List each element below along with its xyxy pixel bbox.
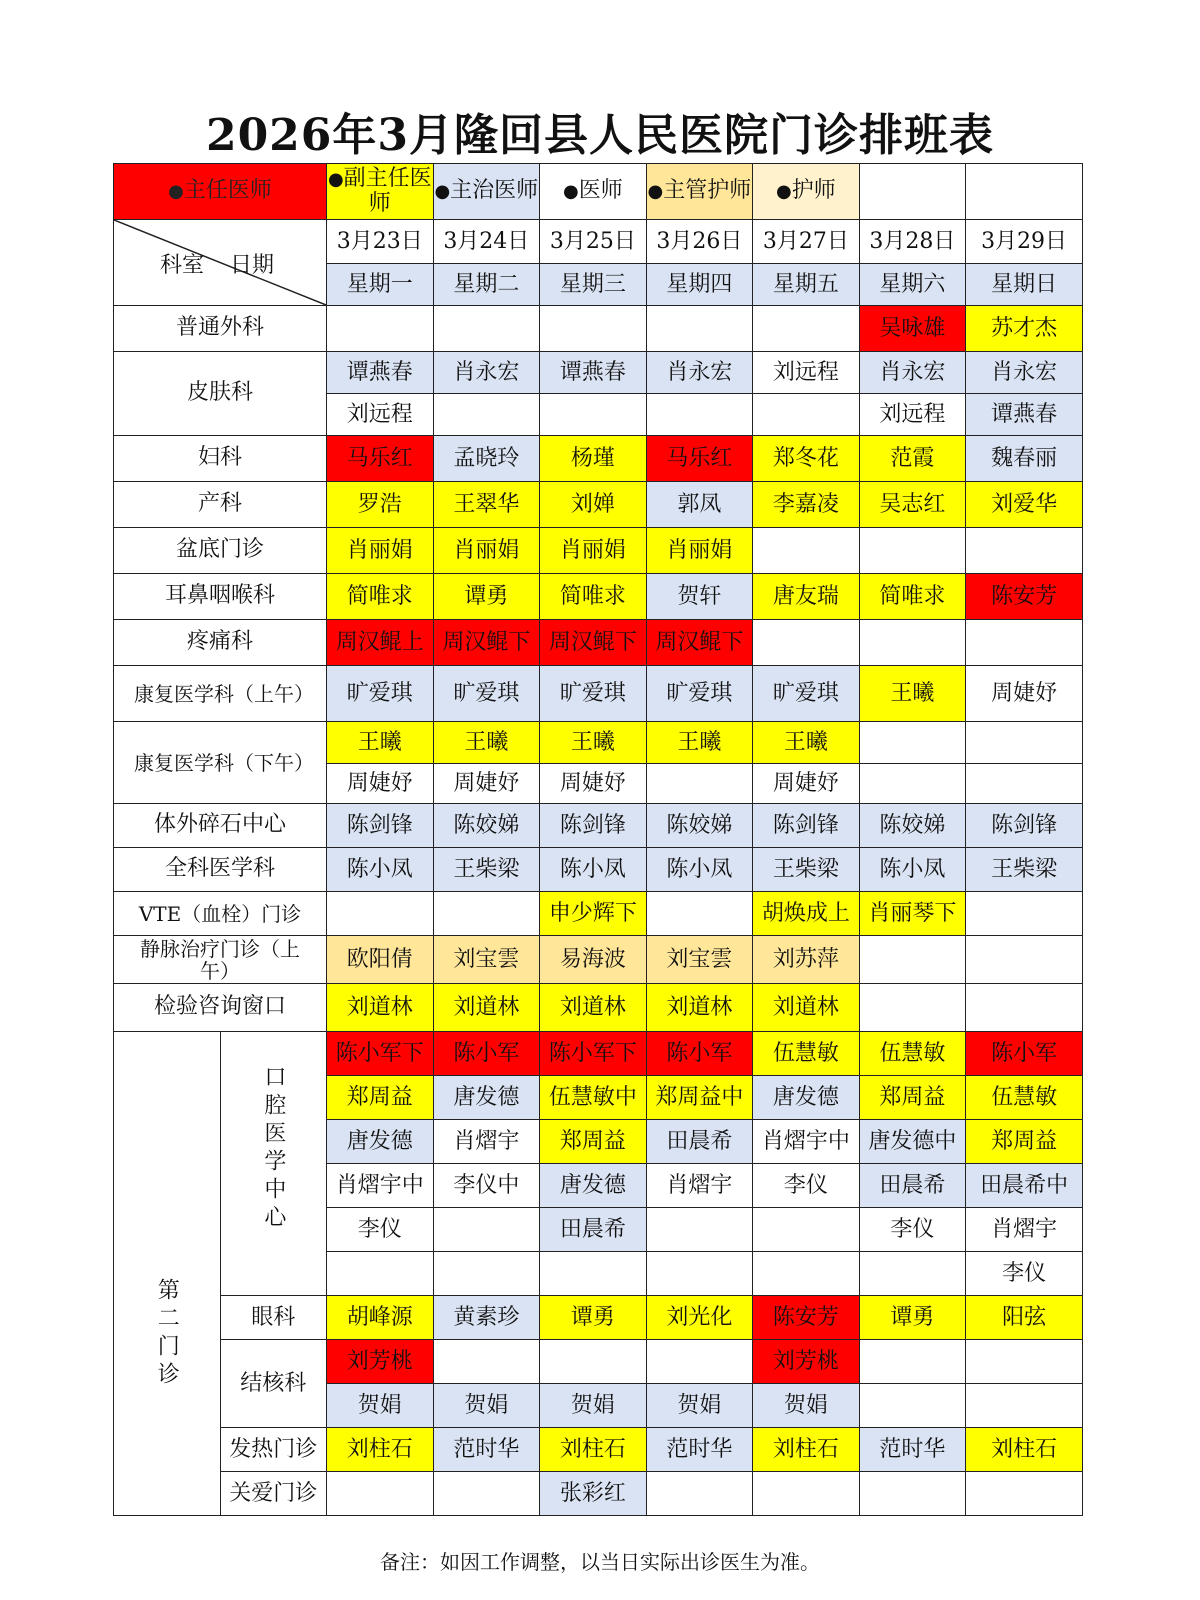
schedule-cell: 谭勇	[859, 1296, 966, 1340]
schedule-cell	[859, 984, 966, 1032]
schedule-cell: 陈小军下	[540, 1032, 647, 1076]
legend-label: 主治医师	[450, 178, 539, 204]
schedule-cell: 周汉鲲下	[646, 620, 753, 666]
schedule-cell: 贺娟	[540, 1384, 647, 1428]
schedule-cell: 陈小凤	[540, 848, 647, 892]
schedule-cell	[646, 306, 753, 352]
legend-dot-icon: ●	[327, 169, 344, 191]
schedule-cell	[966, 764, 1083, 804]
schedule-cell: 杨瑾	[540, 436, 647, 482]
schedule-cell: 申少辉下	[540, 892, 647, 936]
schedule-cell	[327, 306, 434, 352]
schedule-cell	[966, 620, 1083, 666]
table-row	[114, 984, 1083, 1032]
schedule-cell	[433, 1208, 540, 1252]
legend-dot-icon: ●	[168, 181, 184, 203]
weekday-cell: 星期四	[646, 264, 753, 306]
schedule-cell	[753, 1208, 860, 1252]
schedule-cell	[859, 528, 966, 574]
schedule-cell: 王曦	[540, 722, 647, 764]
schedule-cell: 贺娟	[327, 1384, 434, 1428]
dept-cell: 全科医学科	[114, 848, 327, 892]
schedule-cell: 唐发德中	[859, 1120, 966, 1164]
table-row	[114, 352, 1083, 394]
dept-cell: 检验咨询窗口	[114, 984, 327, 1032]
schedule-cell: 陈剑锋	[753, 804, 860, 848]
schedule-cell: 王曦	[646, 722, 753, 764]
schedule-cell: 罗浩	[327, 482, 434, 528]
schedule-cell	[966, 1472, 1083, 1516]
schedule-cell: 王柴梁	[433, 848, 540, 892]
table-row	[114, 1296, 1083, 1340]
table-row	[114, 848, 1083, 892]
schedule-cell	[753, 306, 860, 352]
schedule-cell: 刘芳桃	[753, 1340, 860, 1384]
schedule-cell	[859, 764, 966, 804]
schedule-cell: 郑周益	[859, 1076, 966, 1120]
dental-center-text: 口腔医学中心	[260, 1064, 286, 1233]
schedule-cell	[646, 892, 753, 936]
dept-cell: 康复医学科（下午）	[114, 722, 327, 804]
dept-cell: 耳鼻咽喉科	[114, 574, 327, 620]
second-clinic-text: 第二门诊	[154, 1277, 180, 1390]
schedule-cell: 王曦	[753, 722, 860, 764]
schedule-cell: 旷爱琪	[540, 666, 647, 722]
schedule-cell: 肖熠宇	[646, 1164, 753, 1208]
schedule-cell: 刘柱石	[966, 1428, 1083, 1472]
schedule-cell: 陈安芳	[753, 1296, 860, 1340]
schedule-cell: 范时华	[859, 1428, 966, 1472]
schedule-cell: 肖丽娟	[646, 528, 753, 574]
schedule-cell: 肖熠宇	[966, 1208, 1083, 1252]
schedule-cell	[646, 1340, 753, 1384]
schedule-cell	[753, 1252, 860, 1296]
schedule-cell: 肖熠宇中	[753, 1120, 860, 1164]
weekday-cell: 星期五	[753, 264, 860, 306]
table-row	[114, 804, 1083, 848]
footnote: 备注：如因工作调整，以当日实际出诊医生为准。	[380, 1550, 820, 1574]
schedule-cell	[966, 722, 1083, 764]
dept-cell: 体外碎石中心	[114, 804, 327, 848]
dept-cell: 皮肤科	[114, 352, 327, 436]
schedule-cell	[540, 394, 647, 436]
schedule-cell: 贺娟	[433, 1384, 540, 1428]
dept-cell: 眼科	[220, 1296, 327, 1340]
legend-label: 医师	[578, 178, 623, 204]
schedule-cell: 苏才杰	[966, 306, 1083, 352]
schedule-cell: 陈安芳	[966, 574, 1083, 620]
schedule-cell: 田晨希	[540, 1208, 647, 1252]
schedule-cell: 陈小凤	[327, 848, 434, 892]
legend-dot-icon: ●	[647, 181, 664, 203]
schedule-cell	[966, 1340, 1083, 1384]
schedule-cell	[646, 1472, 753, 1516]
schedule-cell	[433, 394, 540, 436]
dept-cell: 康复医学科（上午）	[114, 666, 327, 722]
schedule-cell: 肖永宏	[859, 352, 966, 394]
schedule-cell	[646, 394, 753, 436]
schedule-cell: 刘婵	[540, 482, 647, 528]
schedule-cell: 贺娟	[646, 1384, 753, 1428]
schedule-cell: 肖永宏	[433, 352, 540, 394]
schedule-cell	[966, 528, 1083, 574]
schedule-cell: 刘道林	[327, 984, 434, 1032]
page-title: 2026年3月隆回县人民医院门诊排班表	[205, 110, 995, 161]
table-row	[114, 220, 1083, 264]
schedule-cell: 唐发德	[540, 1164, 647, 1208]
schedule-cell: 王曦	[327, 722, 434, 764]
schedule-cell: 刘远程	[859, 394, 966, 436]
schedule-cell: 谭勇	[540, 1296, 647, 1340]
weekday-cell: 星期一	[327, 264, 434, 306]
schedule-cell: 易海波	[540, 936, 647, 984]
schedule-cell: 周婕妤	[327, 764, 434, 804]
schedule-cell: 陈剑锋	[327, 804, 434, 848]
schedule-cell: 刘道林	[540, 984, 647, 1032]
schedule-cell: 陈姣娣	[859, 804, 966, 848]
header-diagonal-cell	[114, 220, 327, 306]
table-row	[114, 620, 1083, 666]
schedule-cell: 刘柱石	[753, 1428, 860, 1472]
date-cell: 3月28日	[859, 220, 966, 264]
dept-header-label: 科室	[160, 253, 205, 278]
schedule-cell	[646, 1208, 753, 1252]
schedule-cell	[327, 892, 434, 936]
schedule-cell: 田晨希	[859, 1164, 966, 1208]
schedule-cell: 唐发德	[433, 1076, 540, 1120]
weekday-cell: 星期日	[966, 264, 1083, 306]
schedule-cell: 刘芳桃	[327, 1340, 434, 1384]
schedule-cell	[966, 936, 1083, 984]
schedule-cell: 伍慧敏中	[540, 1076, 647, 1120]
schedule-cell	[327, 1252, 434, 1296]
date-cell: 3月23日	[327, 220, 434, 264]
schedule-cell: 肖丽娟	[327, 528, 434, 574]
date-header-label: 日期	[230, 253, 275, 278]
legend-label: 副主任医师	[343, 166, 432, 216]
schedule-cell: 谭燕春	[966, 394, 1083, 436]
legend-item	[433, 164, 540, 220]
weekday-cell: 星期二	[433, 264, 540, 306]
schedule-cell	[540, 1340, 647, 1384]
table-row	[114, 722, 1083, 764]
schedule-cell: 周婕妤	[753, 764, 860, 804]
table-row	[114, 1428, 1083, 1472]
schedule-cell: 周婕妤	[433, 764, 540, 804]
dept-cell: 发热门诊	[220, 1428, 327, 1472]
schedule-cell	[433, 1340, 540, 1384]
table-row	[114, 1472, 1083, 1516]
schedule-cell	[433, 1472, 540, 1516]
schedule-cell: 李仪	[327, 1208, 434, 1252]
legend-label: 护师	[791, 178, 836, 204]
schedule-cell: 李仪	[859, 1208, 966, 1252]
schedule-cell	[859, 1340, 966, 1384]
schedule-cell: 郑周益	[327, 1076, 434, 1120]
second-clinic-label	[114, 1032, 221, 1516]
schedule-cell: 唐友瑞	[753, 574, 860, 620]
legend-item	[753, 164, 860, 220]
schedule-cell: 王曦	[433, 722, 540, 764]
schedule-cell: 王曦	[859, 666, 966, 722]
schedule-cell	[966, 1384, 1083, 1428]
schedule-cell: 郑周益中	[646, 1076, 753, 1120]
schedule-cell: 贺轩	[646, 574, 753, 620]
schedule-cell: 刘远程	[327, 394, 434, 436]
schedule-cell: 王柴梁	[753, 848, 860, 892]
legend-dot-icon: ●	[776, 181, 792, 203]
schedule-cell: 郑周益	[966, 1120, 1083, 1164]
schedule-cell: 马乐红	[646, 436, 753, 482]
schedule-cell: 范时华	[433, 1428, 540, 1472]
schedule-cell: 胡峰源	[327, 1296, 434, 1340]
table-cell	[966, 164, 1083, 220]
schedule-cell: 刘柱石	[327, 1428, 434, 1472]
schedule-cell	[859, 1384, 966, 1428]
schedule-cell: 郑周益	[540, 1120, 647, 1164]
schedule-cell: 周婕妤	[540, 764, 647, 804]
legend-item	[114, 164, 327, 220]
legend-label: 主管护师	[663, 178, 752, 204]
schedule-cell: 旷爱琪	[753, 666, 860, 722]
schedule-cell	[433, 892, 540, 936]
table-row	[114, 436, 1083, 482]
schedule-cell: 刘远程	[753, 352, 860, 394]
schedule-cell: 周汉鲲下	[540, 620, 647, 666]
schedule-cell: 肖丽娟	[540, 528, 647, 574]
schedule-cell: 王柴梁	[966, 848, 1083, 892]
date-cell: 3月26日	[646, 220, 753, 264]
dept-cell: 妇科	[114, 436, 327, 482]
schedule-cell: 郑冬花	[753, 436, 860, 482]
dept-cell: 产科	[114, 482, 327, 528]
schedule-cell: 简唯求	[327, 574, 434, 620]
schedule-cell: 范时华	[646, 1428, 753, 1472]
schedule-table	[113, 163, 1083, 1516]
schedule-cell: 伍慧敏	[859, 1032, 966, 1076]
table-row	[114, 574, 1083, 620]
schedule-cell: 伍慧敏	[753, 1032, 860, 1076]
schedule-cell	[540, 306, 647, 352]
date-cell: 3月29日	[966, 220, 1083, 264]
schedule-cell: 陈小军	[646, 1032, 753, 1076]
weekday-cell: 星期六	[859, 264, 966, 306]
schedule-cell: 肖永宏	[646, 352, 753, 394]
schedule-cell	[859, 722, 966, 764]
schedule-cell: 范霞	[859, 436, 966, 482]
legend-item	[540, 164, 647, 220]
legend-dot-icon: ●	[434, 181, 451, 203]
schedule-cell	[859, 620, 966, 666]
schedule-cell: 郭凤	[646, 482, 753, 528]
schedule-cell: 陈小凤	[646, 848, 753, 892]
schedule-cell: 肖永宏	[966, 352, 1083, 394]
schedule-cell: 旷爱琪	[646, 666, 753, 722]
schedule-cell	[753, 394, 860, 436]
table-row	[114, 666, 1083, 722]
schedule-cell: 马乐红	[327, 436, 434, 482]
schedule-cell: 张彩红	[540, 1472, 647, 1516]
schedule-cell: 谭燕春	[540, 352, 647, 394]
table-row	[114, 528, 1083, 574]
schedule-cell: 阳弦	[966, 1296, 1083, 1340]
schedule-cell: 肖丽琴下	[859, 892, 966, 936]
schedule-cell	[966, 984, 1083, 1032]
schedule-cell: 李仪中	[433, 1164, 540, 1208]
schedule-cell: 刘道林	[753, 984, 860, 1032]
schedule-cell: 黄素珍	[433, 1296, 540, 1340]
schedule-cell: 王翠华	[433, 482, 540, 528]
dept-cell: 普通外科	[114, 306, 327, 352]
schedule-cell: 谭燕春	[327, 352, 434, 394]
table-row	[114, 936, 1083, 984]
schedule-cell	[859, 1252, 966, 1296]
schedule-cell: 周汉鲲上	[327, 620, 434, 666]
schedule-cell: 田晨希中	[966, 1164, 1083, 1208]
schedule-cell: 肖丽娟	[433, 528, 540, 574]
schedule-cell: 陈小军下	[327, 1032, 434, 1076]
schedule-cell: 魏春丽	[966, 436, 1083, 482]
schedule-cell: 刘光化	[646, 1296, 753, 1340]
schedule-cell: 孟晓玲	[433, 436, 540, 482]
table-cell	[859, 164, 966, 220]
schedule-cell: 李仪	[753, 1164, 860, 1208]
schedule-cell: 陈剑锋	[540, 804, 647, 848]
schedule-cell: 刘宝雲	[646, 936, 753, 984]
dept-cell: VTE（血栓）门诊	[114, 892, 327, 936]
schedule-cell: 谭勇	[433, 574, 540, 620]
date-cell: 3月24日	[433, 220, 540, 264]
schedule-cell	[646, 764, 753, 804]
schedule-cell: 刘苏萍	[753, 936, 860, 984]
schedule-cell	[327, 1472, 434, 1516]
table-row	[114, 164, 1083, 220]
schedule-cell: 肖熠宇中	[327, 1164, 434, 1208]
schedule-cell: 简唯求	[540, 574, 647, 620]
table-row	[114, 1032, 1083, 1076]
schedule-cell: 陈剑锋	[966, 804, 1083, 848]
schedule-cell: 李仪	[966, 1252, 1083, 1296]
schedule-cell: 周汉鲲下	[433, 620, 540, 666]
schedule-cell: 刘道林	[646, 984, 753, 1032]
schedule-cell: 简唯求	[859, 574, 966, 620]
schedule-cell: 伍慧敏	[966, 1076, 1083, 1120]
schedule-cell	[753, 1472, 860, 1516]
schedule-cell: 周婕妤	[966, 666, 1083, 722]
table-row	[114, 306, 1083, 352]
schedule-cell: 陈小凤	[859, 848, 966, 892]
schedule-cell	[753, 528, 860, 574]
schedule-cell: 陈姣娣	[433, 804, 540, 848]
schedule-cell: 陈姣娣	[646, 804, 753, 848]
schedule-cell	[859, 936, 966, 984]
dept-cell: 结核科	[220, 1340, 327, 1428]
schedule-cell	[859, 1472, 966, 1516]
schedule-cell: 刘道林	[433, 984, 540, 1032]
schedule-cell: 吴志红	[859, 482, 966, 528]
schedule-cell: 唐发德	[753, 1076, 860, 1120]
schedule-cell: 刘爱华	[966, 482, 1083, 528]
schedule-cell	[966, 892, 1083, 936]
schedule-cell: 贺娟	[753, 1384, 860, 1428]
schedule-cell: 吴咏雄	[859, 306, 966, 352]
legend-dot-icon: ●	[562, 181, 579, 203]
schedule-cell	[646, 1252, 753, 1296]
schedule-cell: 欧阳倩	[327, 936, 434, 984]
dept-cell: 盆底门诊	[114, 528, 327, 574]
schedule-cell: 刘宝雲	[433, 936, 540, 984]
dept-cell: 疼痛科	[114, 620, 327, 666]
dept-cell: 关爱门诊	[220, 1472, 327, 1516]
schedule-cell: 旷爱琪	[327, 666, 434, 722]
schedule-cell: 唐发德	[327, 1120, 434, 1164]
schedule-cell: 旷爱琪	[433, 666, 540, 722]
legend-item	[646, 164, 753, 220]
schedule-cell: 李嘉凌	[753, 482, 860, 528]
schedule-cell	[433, 306, 540, 352]
dental-center-label	[220, 1032, 327, 1296]
table-row	[114, 482, 1083, 528]
schedule-cell: 陈小军	[433, 1032, 540, 1076]
schedule-cell	[540, 1252, 647, 1296]
schedule-cell	[753, 620, 860, 666]
table-row	[114, 892, 1083, 936]
legend-item	[327, 164, 434, 220]
date-cell: 3月27日	[753, 220, 860, 264]
schedule-cell: 陈小军	[966, 1032, 1083, 1076]
schedule-cell: 刘柱石	[540, 1428, 647, 1472]
schedule-cell	[433, 1252, 540, 1296]
weekday-cell: 星期三	[540, 264, 647, 306]
dept-cell: 静脉治疗门诊（上午）	[114, 936, 327, 984]
date-cell: 3月25日	[540, 220, 647, 264]
schedule-cell: 胡焕成上	[753, 892, 860, 936]
schedule-cell: 肖熠宇	[433, 1120, 540, 1164]
schedule-cell: 田晨希	[646, 1120, 753, 1164]
legend-label: 主任医师	[183, 178, 272, 204]
table-row	[114, 1340, 1083, 1384]
